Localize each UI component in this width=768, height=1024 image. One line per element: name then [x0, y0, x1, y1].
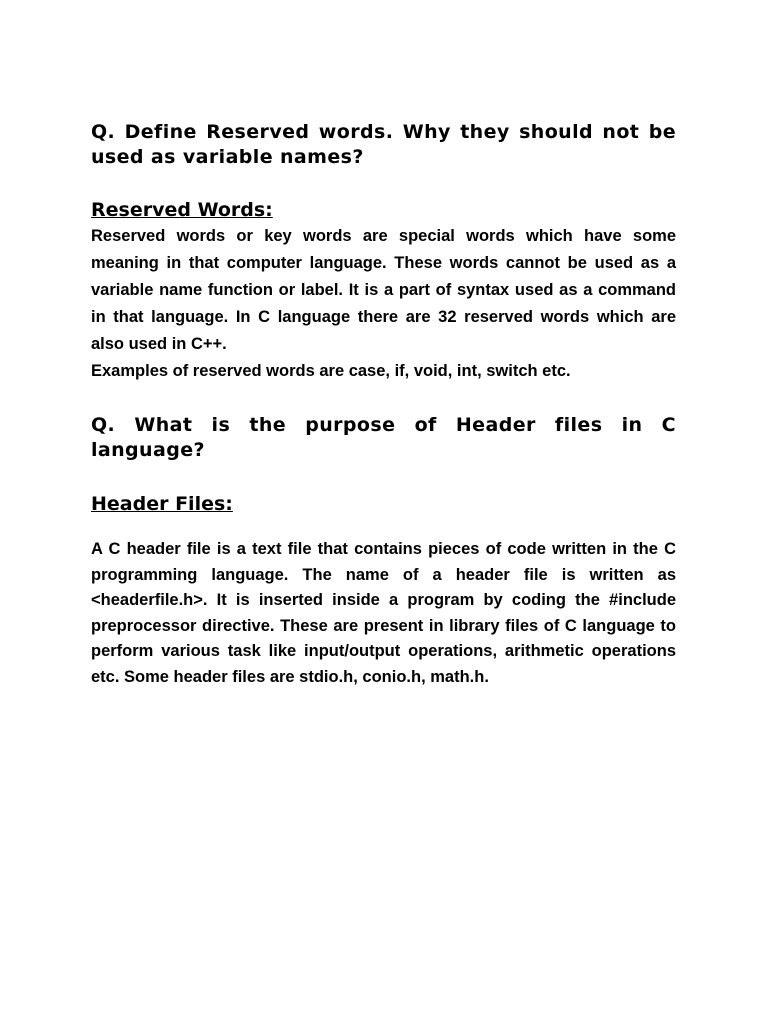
document-page	[91, 120, 676, 690]
paragraph-reserved-words-examples: Examples of reserved words are case, if, void, int, switch etc.	[91, 362, 571, 380]
heading-header-files: Header Files:	[91, 493, 233, 515]
question-reserved-words: Q. Define Reserved words. Why they should not be used as variable names?	[91, 121, 676, 168]
question-header-files: Q. What is the purpose of Header files in C language?	[91, 414, 676, 461]
paragraph-reserved-words: Reserved words or key words are special words which have some meaning in that computer language. These words cannot be used as a variable name function or label. It is a part of syntax used as a command in that language. In C language there are 32 reserved words which are also used in C++.	[91, 227, 676, 353]
heading-reserved-words: Reserved Words:	[91, 199, 273, 221]
paragraph-header-files: A C header file is a text file that contains pieces of code written in the C programming language. The name of a header file is written as <headerfile.h>. It is inserted inside a program by coding the #include preprocessor directive. These are present in library files of C language to perform various task like input/output operations, arithmetic operations etc. Some header files are stdio.h, conio.h, math.h.	[91, 540, 676, 686]
